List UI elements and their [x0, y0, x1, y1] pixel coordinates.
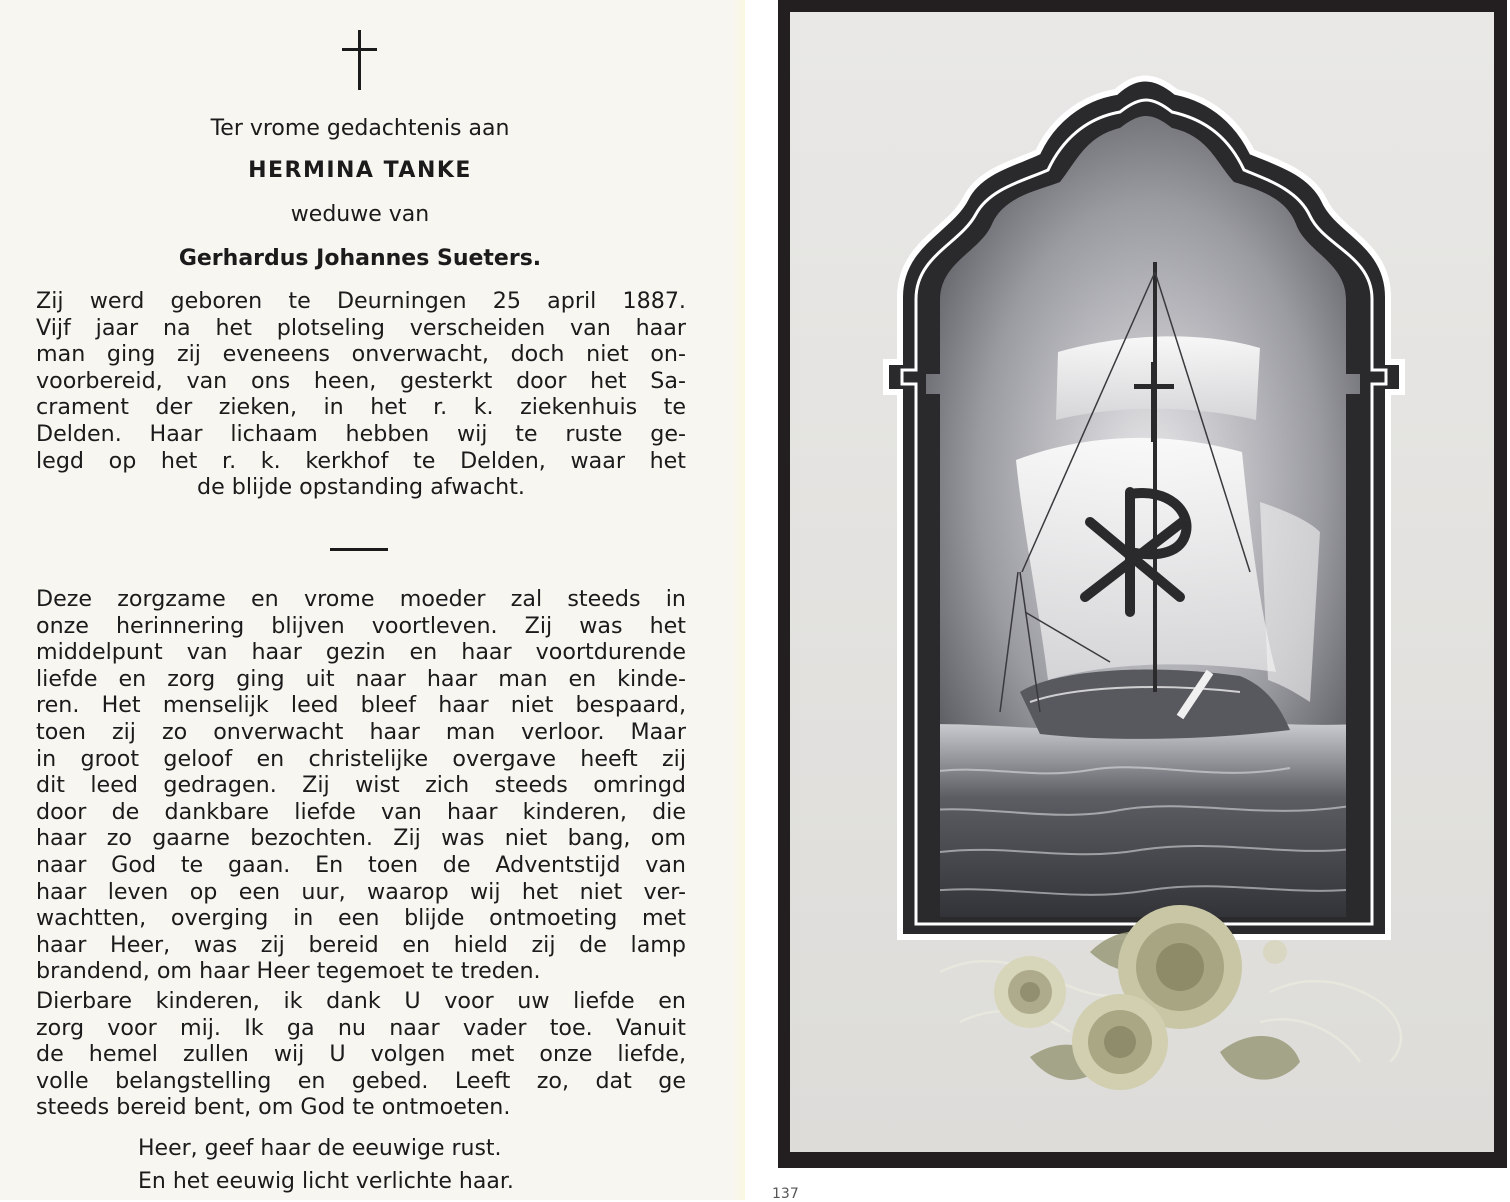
- tribute-line: haar leven op een uur, waarop wij het niet ver-: [36, 878, 686, 905]
- farewell-line: Dierbare kinderen, ik dank U voor uw liefde en: [36, 988, 686, 1014]
- tribute-line: liefde en zorg ging uit naar haar man en kinde-: [36, 665, 686, 692]
- image-frame: [778, 0, 1507, 1168]
- tribute-line: door de dankbare liefde van haar kinderen, die: [36, 798, 686, 825]
- farewell-line: de hemel zullen wij U volgen met onze liefde,: [36, 1041, 686, 1068]
- biography-line: de blijde opstanding afwacht.: [197, 474, 525, 501]
- tribute-line: haar zo gaarne bezochten. Zij was niet bang, om: [36, 825, 686, 852]
- memorial-heading: Ter vrome gedachtenis aan: [210, 116, 510, 141]
- tribute-line: Deze zorgzame en vrome moeder zal steeds in: [36, 586, 686, 612]
- cross-icon: [330, 28, 390, 92]
- tribute-line: dit leed gedragen. Zij wist zich steeds omringd: [36, 772, 686, 799]
- biography-line: Zij werd geboren te Deurningen 25 april 1887.: [36, 288, 686, 314]
- tribute-line: wachtten, overging in een blijde ontmoeting met: [36, 905, 686, 932]
- husband-name: Gerhardus Johannes Sueters.: [178, 246, 542, 271]
- print-code: 137: [772, 1186, 799, 1202]
- image-background: [790, 12, 1494, 1152]
- section-divider: [330, 548, 388, 551]
- tribute-line: brandend, om haar Heer tegemoet te treden.: [36, 958, 541, 985]
- farewell-line: zorg voor mij. Ik ga nu naar vader toe. Vanuit: [36, 1014, 686, 1041]
- prayer-line: En het eeuwig licht verlichte haar.: [138, 1169, 514, 1194]
- memorial-text-page: [0, 0, 745, 1200]
- memorial-image-page: [772, 0, 1510, 1200]
- tribute-line: naar God te gaan. En toen de Adventstijd van: [36, 851, 686, 878]
- relation-text: weduwe van: [290, 202, 430, 227]
- biography-paragraph: [36, 288, 686, 501]
- tribute-line: middelpunt van haar gezin en haar voortdurende: [36, 639, 686, 666]
- farewell-paragraph: [36, 988, 686, 1121]
- biography-line: voorbereid, van ons heen, gesterkt door het Sa-: [36, 367, 686, 394]
- prayer-line: Heer, geef haar de eeuwige rust.: [138, 1136, 502, 1161]
- deceased-name: HERMINA TANKE: [248, 158, 472, 183]
- biography-line: crament der zieken, in het r. k. ziekenhuis te: [36, 394, 686, 421]
- biography-line: Vijf jaar na het plotseling verscheiden van haar: [36, 314, 686, 341]
- tribute-line: ren. Het menselijk leed bleef haar niet bespaard,: [36, 692, 686, 719]
- farewell-line: steeds bereid bent, om God te ontmoeten.: [36, 1094, 511, 1121]
- farewell-line: volle belangstelling en gebed. Leeft zo, dat ge: [36, 1067, 686, 1094]
- tribute-line: onze herinnering blijven voortleven. Zij was het: [36, 612, 686, 639]
- tribute-paragraph: [36, 586, 686, 985]
- biography-line: Delden. Haar lichaam hebben wij te ruste ge-: [36, 420, 686, 447]
- tribute-line: haar Heer, was zij bereid en hield zij de lamp: [36, 931, 686, 958]
- tribute-line: in groot geloof en christelijke overgave heeft zij: [36, 745, 686, 772]
- tribute-line: toen zij zo onverwacht haar man verloor. Maar: [36, 718, 686, 745]
- biography-line: legd op het r. k. kerkhof te Delden, waar het: [36, 447, 686, 474]
- devotional-illustration: [790, 12, 1494, 1152]
- biography-line: man ging zij eveneens onverwacht, doch niet on-: [36, 341, 686, 368]
